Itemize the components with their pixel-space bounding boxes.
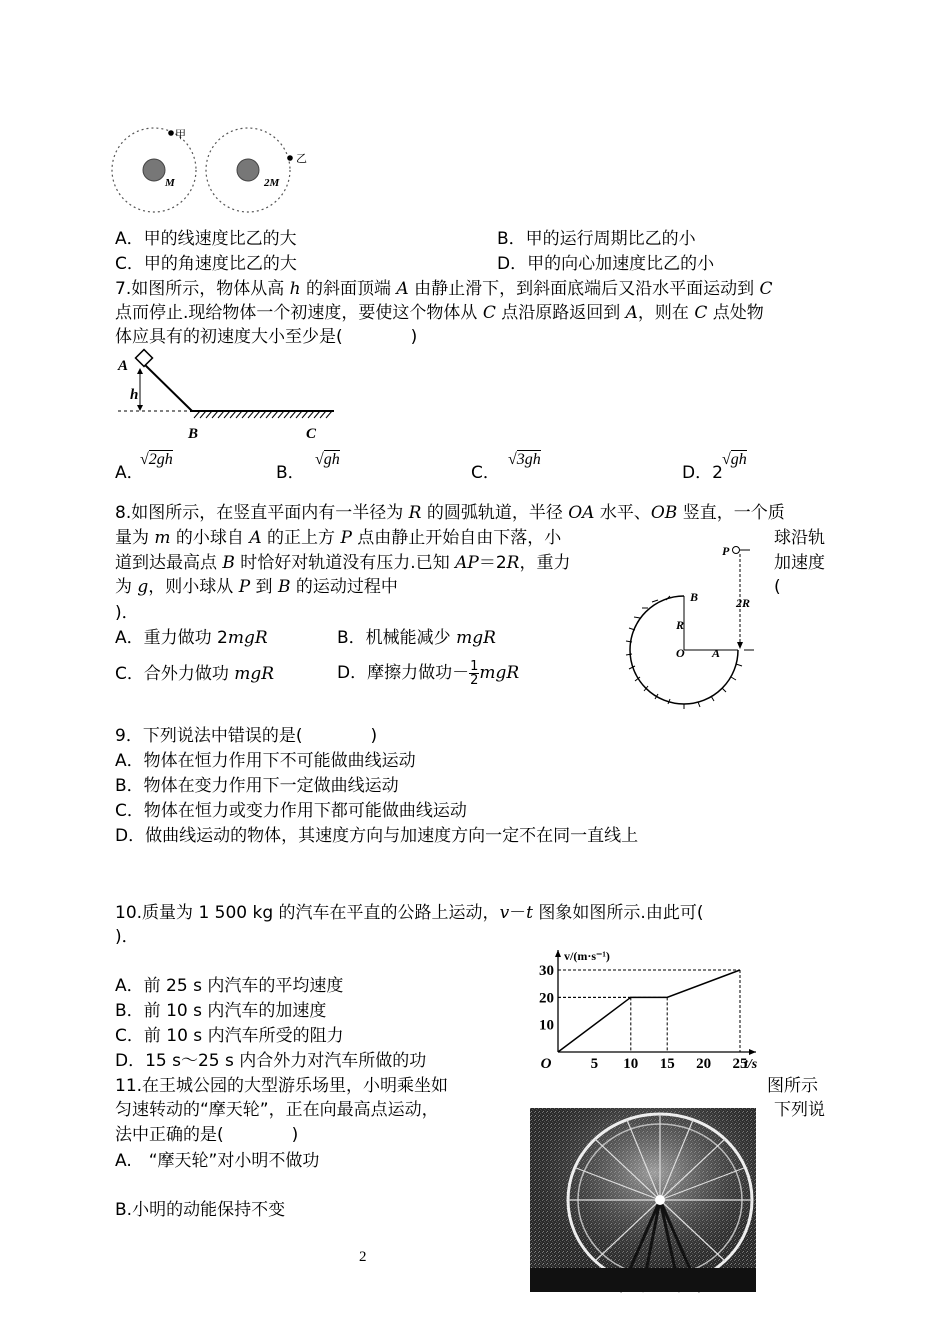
- q6-option-a: A．甲的线速度比乙的大: [115, 229, 297, 249]
- arc-track-figure: [628, 538, 758, 698]
- arc-label-a: A: [712, 646, 721, 660]
- q7-line3: 体应具有的初速度大小至少是( ): [115, 327, 418, 347]
- x-tick-label: 15: [659, 1056, 675, 1072]
- q6-option-d: D．甲的向心加速度比乙的小: [497, 254, 715, 274]
- q7-option-b: B．: [276, 463, 305, 483]
- y-axis-arrow: [555, 950, 561, 957]
- q11-line3: 法中正确的是( ): [115, 1125, 299, 1145]
- q7-option-d: D．2: [682, 463, 723, 483]
- label-yi: 乙: [296, 152, 307, 165]
- q9-option-b: B．物体在变力作用下一定做曲线运动: [115, 776, 399, 796]
- x-tick-label: 20: [696, 1056, 712, 1072]
- arc-label-r: R: [676, 618, 685, 632]
- q11-line1-right: 图所示: [767, 1076, 818, 1096]
- series-line: [558, 970, 740, 1052]
- q7-option-a-sqrt: √2gh: [140, 451, 173, 468]
- orbit-figure: [100, 120, 320, 240]
- vt-chart: [530, 942, 760, 1072]
- q7-option-d-sqrt: √gh: [722, 451, 747, 468]
- q9-option-a: A．物体在恒力作用下不可能做曲线运动: [115, 751, 416, 771]
- q10-option-a: A．前 25 s 内汽车的平均速度: [115, 976, 344, 996]
- label-jia: 甲: [175, 128, 186, 141]
- q7-option-c: C．: [471, 463, 500, 483]
- q8-option-c: C．合外力做功 mgR: [115, 664, 275, 684]
- q10-option-b: B．前 10 s 内汽车的加速度: [115, 1001, 327, 1021]
- page-number: 2: [359, 1249, 367, 1265]
- x-tick-label: 5: [590, 1056, 599, 1072]
- q9-option-c: C．物体在恒力或变力作用下都可能做曲线运动: [115, 801, 467, 821]
- x-axis-arrow: [749, 1049, 756, 1055]
- q11-option-b: B.小明的动能保持不变: [115, 1200, 286, 1220]
- arc-label-o: O: [676, 646, 685, 660]
- y-tick-label: 20: [539, 990, 554, 1007]
- incline-label-a: A: [118, 358, 129, 374]
- incline-label-b: B: [188, 426, 199, 442]
- y-axis-label: v/(m·s⁻¹): [564, 949, 610, 963]
- y-tick-label: 10: [539, 1017, 554, 1034]
- q8-line2: 量为 m 的小球自 A 的正上方 P 点由静止开始自由下落，小: [115, 528, 562, 548]
- q8-option-a: A．重力做功 2mgR: [115, 628, 268, 648]
- q10-line2: )．: [115, 927, 139, 947]
- q6-option-c: C．甲的角速度比乙的大: [115, 254, 297, 274]
- q8-line1: 8.如图所示，在竖直平面内有一半径为 R 的圆弧轨道，半径 OA 水平、OB 竖直，一个质: [115, 503, 785, 523]
- arc-label-p: P: [722, 544, 730, 558]
- y-tick-label: 30: [539, 963, 554, 979]
- x-tick-label: 10: [623, 1056, 639, 1072]
- q7-option-a: A．: [115, 463, 144, 483]
- q7-option-c-sqrt: √3gh: [508, 451, 541, 468]
- fraction-one-half: $\frac{1}{2}$: [470, 658, 479, 688]
- incline-label-h: h: [130, 387, 139, 403]
- x-tick-label: 25: [732, 1056, 748, 1072]
- q7-option-b-sqrt: √gh: [315, 451, 340, 468]
- q8-line2-right: 球沿轨: [774, 528, 825, 548]
- q10-option-d: D．15 s～25 s 内合外力对汽车所做的功: [115, 1051, 427, 1071]
- label-mass-m: M: [165, 177, 175, 189]
- ferris-wheel-photo: [530, 1108, 756, 1292]
- q8-line5: )．: [115, 603, 139, 623]
- origin-label: O: [540, 1056, 552, 1072]
- q8-line3: 道到达最高点 B 时恰好对轨道没有压力.已知 AP＝2R，重力: [115, 553, 571, 573]
- q7-line1: 7.如图所示，物体从高 h 的斜面顶端 A 由静止滑下，到斜面底端后又沿水平面运动到 C: [115, 279, 773, 299]
- q9-stem: 9．下列说法中错误的是( ): [115, 726, 378, 746]
- q6-option-b: B．甲的运行周期比乙的小: [497, 229, 696, 249]
- q8-line4: 为 g，则小球从 P 到 B 的运动过程中: [115, 577, 398, 597]
- q8-option-b: B．机械能减少 mgR: [337, 628, 496, 648]
- q8-line3-right: 加速度: [774, 553, 825, 573]
- q11-line2-right: 下列说: [774, 1100, 825, 1120]
- q11-option-a: A. “摩天轮”对小明不做功: [115, 1151, 320, 1171]
- arc-label-2r: 2R: [736, 596, 751, 610]
- q8-option-d: D．摩擦力做功－ $\frac{1}{2}$ mgR: [337, 658, 520, 688]
- q11-line2: 匀速转动的“摩天轮”，正在向最高点运动，: [115, 1100, 439, 1120]
- incline-label-c: C: [306, 426, 317, 442]
- q10-line1: 10.质量为 1 500 kg 的汽车在平直的公路上运动，v－t 图象如图所示.由此可(: [115, 903, 704, 923]
- q8-line4-right: (: [774, 577, 781, 597]
- arc-label-b: B: [690, 590, 699, 604]
- label-mass-2m: 2M: [264, 177, 280, 189]
- q7-line2: 点而停止.现给物体一个初速度，要使这个物体从 C 点沿原路返回到 A，则在 C 点处物: [115, 303, 764, 323]
- q9-option-d: D．做曲线运动的物体，其速度方向与加速度方向一定不在同一直线上: [115, 826, 639, 846]
- x-axis-label: t/s: [744, 1057, 758, 1072]
- q11-line1: 11.在王城公园的大型游乐场里，小明乘坐如: [115, 1076, 449, 1096]
- q10-option-c: C．前 10 s 内汽车所受的阻力: [115, 1026, 344, 1046]
